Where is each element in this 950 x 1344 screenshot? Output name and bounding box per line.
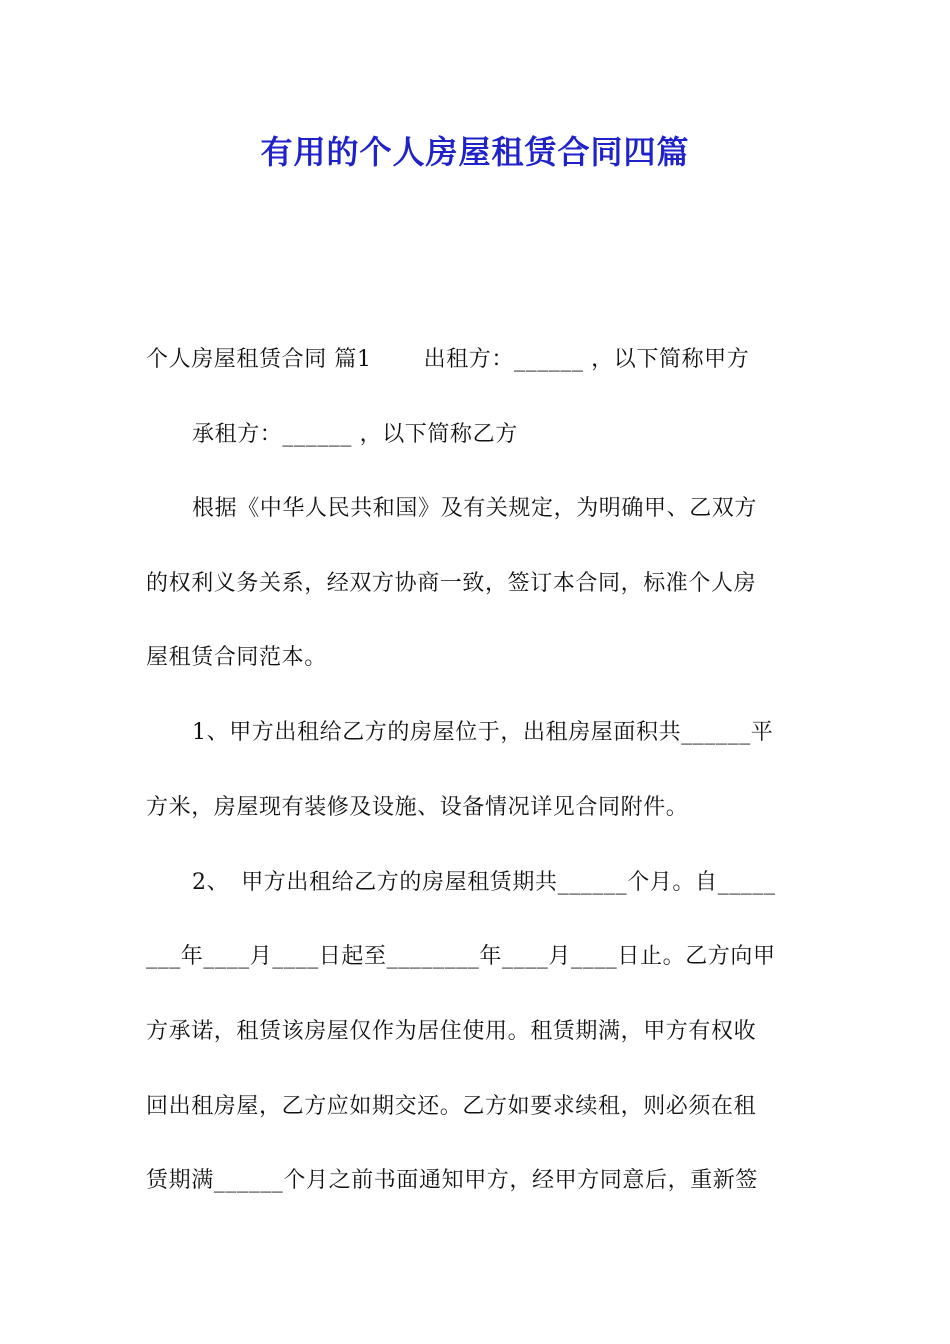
paragraph-line: 根据《中华人民共和国》及有关规定，为明确甲、乙双方 bbox=[192, 496, 758, 521]
clause-2-line bbox=[192, 866, 814, 900]
paragraph-line: 赁期满______个月之前书面通知甲方，经甲方同意后，重新签 bbox=[146, 1168, 759, 1193]
paragraph-line bbox=[146, 343, 814, 377]
paragraph-line: 方承诺，租赁该房屋仅作为居住使用。租赁期满，甲方有权收 bbox=[146, 1019, 757, 1044]
clause-text: 甲方出租给乙方的房屋租赁期共______个月。自_____ bbox=[241, 870, 776, 895]
document-title: 有用的个人房屋租赁合同四篇 bbox=[260, 133, 690, 171]
clause-number: 2、 bbox=[192, 870, 230, 895]
paragraph-line: ___年____月____日起至________年____月____日止。乙方向甲 bbox=[146, 944, 776, 969]
section-heading: 个人房屋租赁合同 篇1 bbox=[146, 347, 372, 372]
clause-1-line: 1、甲方出租给乙方的房屋位于，出租房屋面积共______平 bbox=[192, 720, 774, 745]
paragraph-line: 方米，房屋现有装修及设施、设备情况详见合同附件。 bbox=[146, 795, 689, 820]
paragraph-line: 屋租赁合同范本。 bbox=[146, 645, 327, 670]
lessee-line: 承租方：______ ，以下简称乙方 bbox=[192, 422, 518, 447]
lessor-line: 出租方：______ ，以下简称甲方 bbox=[423, 347, 750, 372]
paragraph-line: 回出租房屋，乙方应如期交还。乙方如要求续租，则必须在租 bbox=[146, 1094, 757, 1119]
paragraph-line: 的权利义务关系，经双方协商一致，签订本合同，标准个人房 bbox=[146, 571, 757, 596]
